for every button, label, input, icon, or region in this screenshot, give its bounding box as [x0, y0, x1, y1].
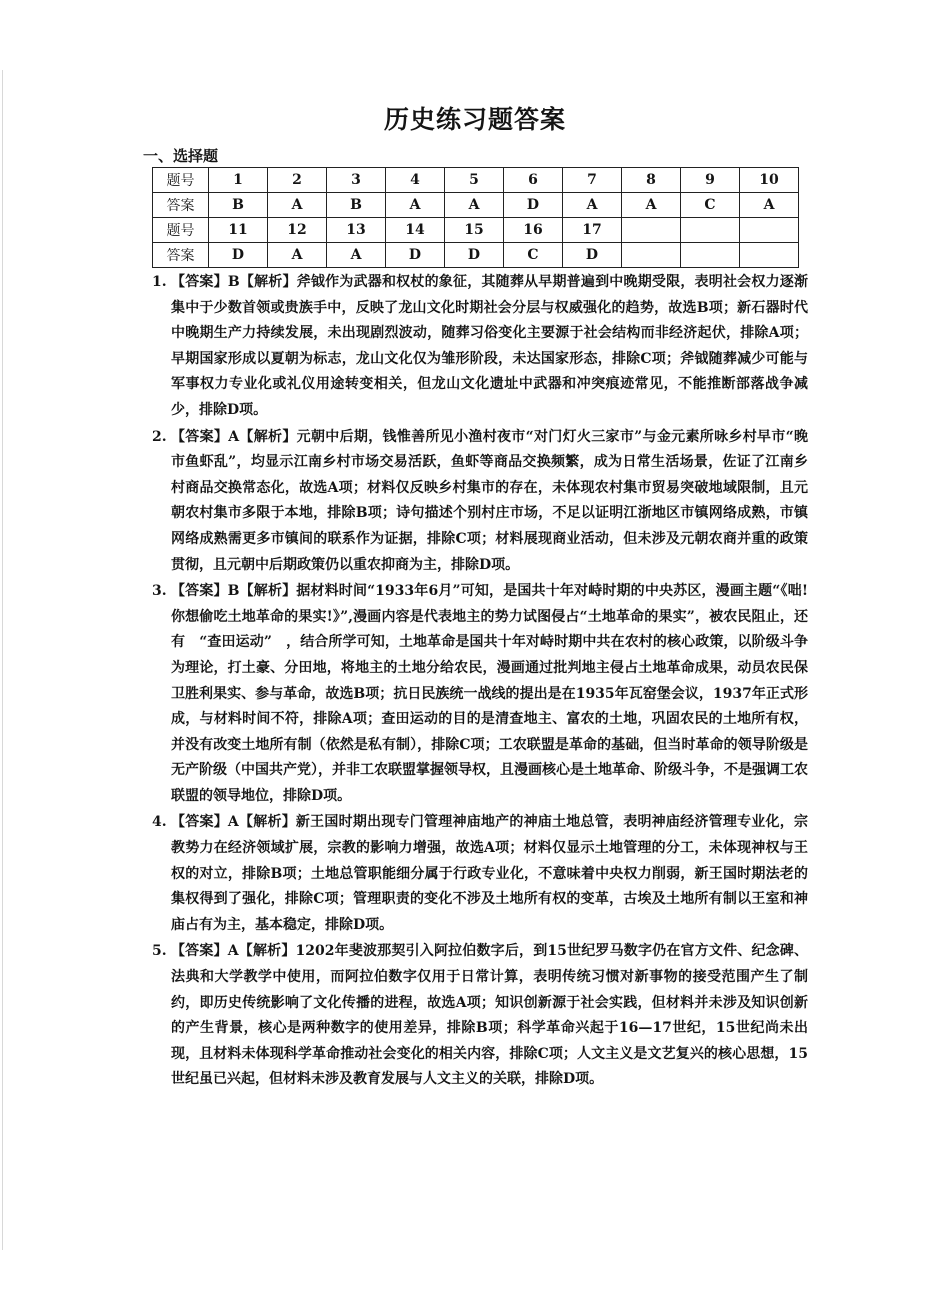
answer-cell: 9: [681, 168, 740, 193]
answer-cell: A: [327, 243, 386, 268]
answer-cell: 17: [563, 218, 622, 243]
answer-cell: [622, 243, 681, 268]
explanation-item: [152, 939, 808, 1093]
explanation-item: [152, 810, 808, 938]
item-number: 2.: [152, 428, 167, 445]
answer-cell: 7: [563, 168, 622, 193]
answer-cell: A: [268, 193, 327, 218]
item-explanation-text: 【答案】A【解析】1202年斐波那契引入阿拉伯数字后，到15世纪罗马数字仍在官方文件、纪念碑、法典和大学教学中使用，而阿拉伯数字仅用于日常计算，表明传统习惯对新事物的接受范围产生了制约，即历史传统影响了文化传播的进程，故选A项；知识创新源于社会实践，但材料并未涉及知识创新的产生背景，核心是两种数字的使用差异，排除B项；科学革命兴起于16—17世纪，15世纪尚未出现，且材料未体现科学革命推动社会变化的相关内容，排除C项；人文主义是文艺复兴的核心思想，15世纪虽已兴起，但材料未涉及教育发展与人文主义的关联，排除D项。: [171, 943, 808, 1088]
section-heading: 一、选择题: [143, 147, 219, 165]
answer-table-row: [153, 218, 799, 243]
answer-cell: 2: [268, 168, 327, 193]
explanation-item: [152, 425, 808, 579]
page-title: 历史练习题答案: [383, 105, 566, 134]
item-number: 5.: [152, 943, 167, 960]
answer-cell: A: [740, 193, 799, 218]
item-explanation-text: 【答案】A【解析】元朝中后期，钱惟善所见小渔村夜市“对门灯火三家市”与金元素所咏乡村早市“晚市鱼虾乱”，均显示江南乡村市场交易活跃，鱼虾等商品交换频繁，成为日常生活场景，佐证了江南乡村商品交换常态化，故选A项；材料仅反映乡村集市的存在，未体现农村集市贸易突破地域限制，且元朝农村集市多限于本地，排除B项；诗句描述个别村庄市场，不足以证明江浙地区市镇网络成熟，市镇网络成熟需更多市镇间的联系作为证据，排除C项；材料展现商业活动，但未涉及元朝农商并重的政策贯彻，且元朝中后期政策仍以重农抑商为主，排除D项。: [171, 428, 808, 573]
answer-cell: 3: [327, 168, 386, 193]
answer-cell: 12: [268, 218, 327, 243]
answer-cell: B: [327, 193, 386, 218]
answer-cell: A: [563, 193, 622, 218]
answer-cell: [740, 243, 799, 268]
explanation-list: [152, 270, 808, 1094]
row-header-cell: 题号: [153, 168, 209, 193]
answer-cell: 5: [445, 168, 504, 193]
answer-cell: [681, 243, 740, 268]
item-explanation-text: 【答案】B【解析】据材料时间“1933年6月”可知，是国共十年对峙时期的中央苏区，漫画主题“《咄!你想偷吃土地革命的果实!》”,漫画内容是代表地主的势力试图侵占“土地革命的果实”，被农民阻止，还有 “查田运动” ，结合所学可知，土地革命是国共十年对峙时期中共在农村的核心政策，以阶级斗争为理论，打土豪、分田地，将地主的土地分给农民，漫画通过批判地主侵占土地革命成果，动员农民保卫胜利果实、参与革命，故选B项；抗日民族统一战线的提出是在1935年瓦窑堡会议，1937年正式形成，与材料时间不符，排除A项；查田运动的目的是清查地主、富农的土地，巩固农民的土地所有权，并没有改变土地所有制（依然是私有制），排除C项；工农联盟是革命的基础，但当时革命的领导阶级是无产阶级（中国共产党），并非工农联盟掌握领导权，且漫画核心是土地革命、阶级斗争，不是强调工农联盟的领导地位，排除D项。: [171, 583, 808, 804]
answer-cell: [622, 218, 681, 243]
explanation-item: [152, 579, 808, 809]
answer-cell: 1: [209, 168, 268, 193]
answer-cell: D: [445, 243, 504, 268]
answer-cell: C: [681, 193, 740, 218]
page-edge-rule: [2, 70, 3, 1250]
answer-cell: 4: [386, 168, 445, 193]
row-header-cell: 答案: [153, 193, 209, 218]
explanation-item: [152, 270, 808, 424]
answer-table-row: [153, 168, 799, 193]
answer-cell: D: [504, 193, 563, 218]
answer-cell: A: [386, 193, 445, 218]
answer-cell: 13: [327, 218, 386, 243]
answer-cell: D: [563, 243, 622, 268]
item-number: 4.: [152, 814, 167, 831]
answer-cell: A: [622, 193, 681, 218]
answer-cell: C: [504, 243, 563, 268]
answer-cell: 10: [740, 168, 799, 193]
item-explanation-text: 【答案】A【解析】新王国时期出现专门管理神庙地产的神庙土地总管，表明神庙经济管理专业化，宗教势力在经济领域扩展，宗教的影响力增强，故选A项；材料仅显示土地管理的分工，未体现神权与王权的对立，排除B项；土地总管职能细分属于行政专业化，不意味着中央权力削弱，新王国时期法老的集权得到了强化，排除C项；管理职责的变化不涉及土地所有权的变革，古埃及土地所有制以王室和神庙占有为主，基本稳定，排除D项。: [171, 814, 808, 933]
row-header-cell: 题号: [153, 218, 209, 243]
item-explanation-text: 【答案】B【解析】斧钺作为武器和权杖的象征，其随葬从早期普遍到中晚期受限，表明社会权力逐渐集中于少数首领或贵族手中，反映了龙山文化时期社会分层与权威强化的趋势，故选B项；新石器时代中晚期生产力持续发展，未出现剧烈波动，随葬习俗变化主要源于社会结构而非经济起伏，排除A项；早期国家形成以夏朝为标志，龙山文化仅为雏形阶段，未达国家形态，排除C项；斧钺随葬减少可能与军事权力专业化或礼仪用途转变相关，但龙山文化遗址中武器和冲突痕迹常见，不能推断部落战争减少，排除D项。: [171, 274, 808, 418]
answer-cell: 16: [504, 218, 563, 243]
item-number: 3.: [152, 583, 167, 600]
answer-cell: 6: [504, 168, 563, 193]
answer-cell: D: [386, 243, 445, 268]
answer-cell: [740, 218, 799, 243]
answer-cell: [681, 218, 740, 243]
row-header-cell: 答案: [153, 243, 209, 268]
answer-table-row: [153, 243, 799, 268]
answer-table-row: [153, 193, 799, 218]
answer-key-table: [152, 167, 799, 268]
answer-cell: 14: [386, 218, 445, 243]
answer-cell: 11: [209, 218, 268, 243]
answer-cell: B: [209, 193, 268, 218]
answer-cell: 15: [445, 218, 504, 243]
answer-cell: A: [445, 193, 504, 218]
answer-cell: 8: [622, 168, 681, 193]
item-number: 1.: [152, 274, 167, 290]
answer-cell: A: [268, 243, 327, 268]
answer-cell: D: [209, 243, 268, 268]
